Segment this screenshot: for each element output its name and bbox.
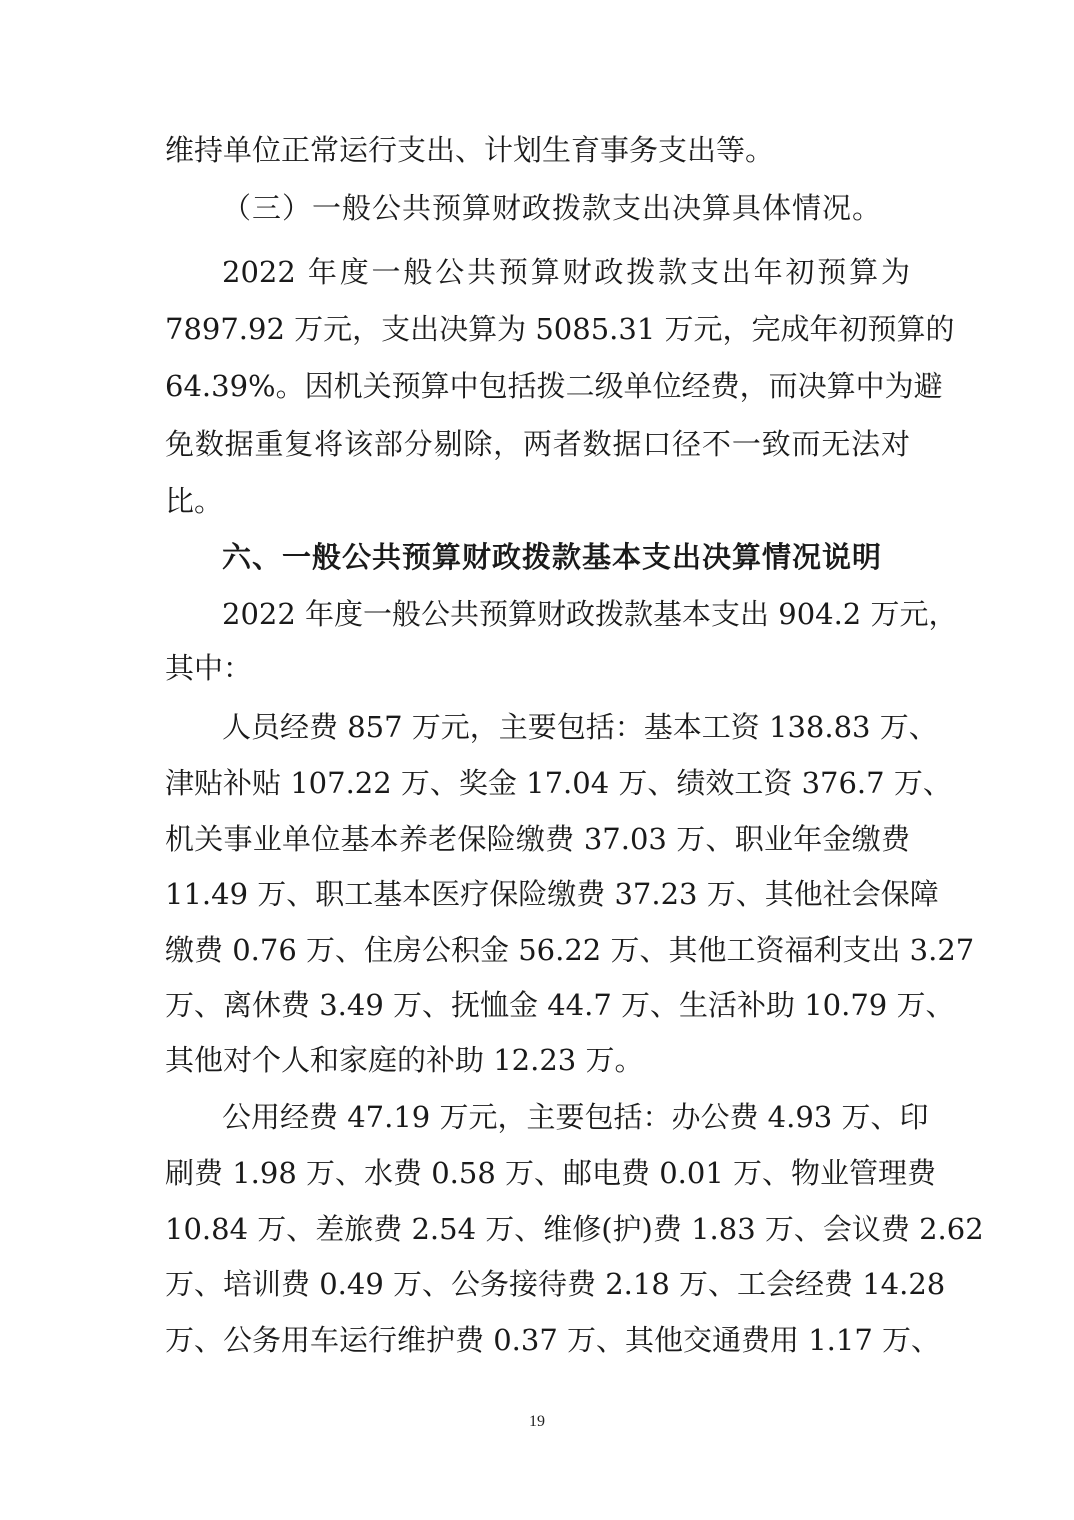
paragraph-line: 维持单位正常运行支出、计划生育事务支出等。: [165, 133, 775, 167]
paragraph-line: 机关事业单位基本养老保险缴费 37.03 万、职业年金缴费: [165, 822, 910, 856]
paragraph-line: 2022 年度一般公共预算财政拨款支出年初预算为: [222, 255, 910, 289]
paragraph-line: 万、离休费 3.49 万、抚恤金 44.7 万、生活补助 10.79 万、: [165, 988, 955, 1022]
paragraph-line: 7897.92 万元，支出决算为 5085.31 万元，完成年初预算的: [165, 312, 955, 346]
paragraph-line: 缴费 0.76 万、住房公积金 56.22 万、其他工资福利支出 3.27: [165, 933, 975, 967]
paragraph-line: 人员经费 857 万元，主要包括：基本工资 138.83 万、: [222, 710, 938, 744]
paragraph-line: 2022 年度一般公共预算财政拨款基本支出 904.2 万元，: [222, 597, 958, 631]
paragraph-line: 免数据重复将该部分剔除，两者数据口径不一致而无法对: [165, 427, 910, 461]
paragraph-line: 其中：: [165, 651, 253, 685]
subsection-heading: （三）一般公共预算财政拨款支出决算具体情况。: [222, 191, 883, 225]
paragraph-line: 万、培训费 0.49 万、公务接待费 2.18 万、工会经费 14.28: [165, 1267, 946, 1301]
page-number: 19: [529, 1413, 545, 1430]
section-heading: 六、一般公共预算财政拨款基本支出决算情况说明: [222, 540, 883, 574]
paragraph-line: 津贴补贴 107.22 万、奖金 17.04 万、绩效工资 376.7 万、: [165, 766, 952, 800]
paragraph-line: 比。: [165, 484, 224, 518]
paragraph-line: 刷费 1.98 万、水费 0.58 万、邮电费 0.01 万、物业管理费: [165, 1156, 937, 1190]
paragraph-line: 10.84 万、差旅费 2.54 万、维修(护)费 1.83 万、会议费 2.62: [165, 1212, 984, 1246]
paragraph-line: 万、公务用车运行维护费 0.37 万、其他交通费用 1.17 万、: [165, 1323, 941, 1357]
paragraph-line: 其他对个人和家庭的补助 12.23 万。: [165, 1043, 644, 1077]
paragraph-line: 11.49 万、职工基本医疗保险缴费 37.23 万、其他社会保障: [165, 877, 939, 911]
paragraph-line: 64.39%。因机关预算中包括拨二级单位经费，而决算中为避: [165, 369, 943, 403]
paragraph-line: 公用经费 47.19 万元，主要包括：办公费 4.93 万、印: [222, 1100, 929, 1134]
